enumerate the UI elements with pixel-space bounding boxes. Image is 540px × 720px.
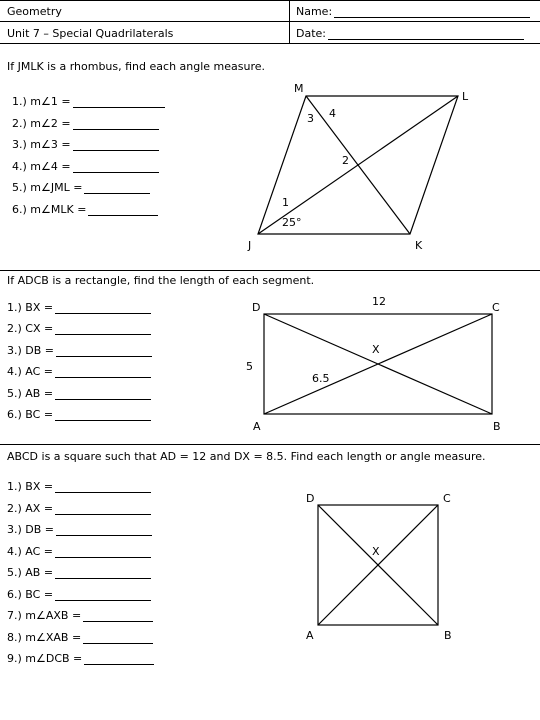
course-title: Geometry [7, 5, 62, 18]
date-label: Date: [296, 27, 326, 40]
vertex-label-d: D [252, 301, 261, 314]
measure-left: 5 [246, 360, 253, 373]
s2-question-label: 5.) AB = [7, 387, 54, 400]
angle-label-3: 3 [307, 112, 314, 125]
s1-question-label: 6.) m∠MLK = [12, 203, 87, 216]
vertex-label-j: J [248, 239, 252, 252]
section2-prompt: If ADCB is a rectangle, find the length of each segment. [7, 274, 315, 287]
s3-question-label: 7.) m∠AXB = [7, 609, 82, 622]
s3-question-label: 9.) m∠DCB = [7, 652, 83, 665]
rectangle-figure [264, 314, 492, 414]
square-figure [318, 505, 438, 625]
s1-question-label: 2.) m∠2 = [12, 117, 71, 130]
vertex-label-c: C [443, 492, 451, 505]
unit-title: Unit 7 – Special Quadrilaterals [7, 27, 174, 40]
s3-question-label: 3.) DB = [7, 523, 55, 536]
s2-question-label: 3.) DB = [7, 344, 55, 357]
angle-label-2: 2 [342, 154, 349, 167]
vertex-label-b: B [444, 629, 452, 642]
vertex-label-b: B [493, 420, 501, 433]
s2-question-label: 6.) BC = [7, 408, 54, 421]
s1-question-label: 5.) m∠JML = [12, 181, 83, 194]
vertex-label-k: K [415, 239, 423, 252]
vertex-label-c: C [492, 301, 500, 314]
s1-question-label: 4.) m∠4 = [12, 160, 71, 173]
angle-label-4: 4 [329, 107, 336, 120]
s1-question-label: 1.) m∠1 = [12, 95, 71, 108]
measure-top: 12 [372, 295, 386, 308]
s3-question-label: 6.) BC = [7, 588, 54, 601]
vertex-label-l: L [462, 90, 469, 103]
vertex-label-d: D [306, 492, 315, 505]
s3-question-label: 2.) AX = [7, 502, 54, 515]
section1-prompt: If JMLK is a rhombus, find each angle measure. [7, 60, 266, 73]
section3-prompt: ABCD is a square such that AD = 12 and DX = 8.5. Find each length or angle measure. [7, 450, 486, 463]
s2-question-label: 4.) AC = [7, 365, 54, 378]
center-label-x: X [372, 545, 380, 558]
s3-question-label: 5.) AB = [7, 566, 54, 579]
angle-label-given: 25° [282, 216, 302, 229]
measure-diagonal: 6.5 [312, 372, 330, 385]
center-label-x: X [372, 343, 380, 356]
vertex-label-a: A [253, 420, 261, 433]
s3-question-label: 8.) m∠XAB = [7, 631, 82, 644]
rhombus-figure [258, 96, 458, 234]
s2-question-label: 1.) BX = [7, 301, 54, 314]
vertex-label-a: A [306, 629, 314, 642]
s3-question-label: 1.) BX = [7, 480, 54, 493]
s1-question-label: 3.) m∠3 = [12, 138, 71, 151]
s2-question-label: 2.) CX = [7, 322, 54, 335]
name-label: Name: [296, 5, 333, 18]
angle-label-1: 1 [282, 196, 289, 209]
s3-question-label: 4.) AC = [7, 545, 54, 558]
rhombus-diagonal-mk [306, 96, 410, 234]
vertex-label-m: M [294, 82, 304, 95]
